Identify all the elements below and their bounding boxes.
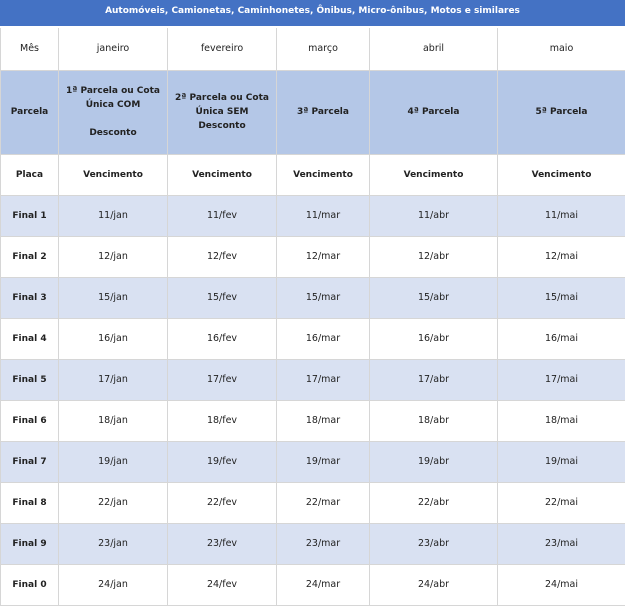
table-title: Automóveis, Camionetas, Caminhonetes, Ônibus, Micro-ônibus, Motos e similares [0, 0, 625, 28]
installment-label: Parcela [1, 70, 59, 154]
due-date-cell: 15/abr [370, 277, 498, 318]
installment-2: 2ª Parcela ou Cota Única SEM Desconto [168, 70, 277, 154]
due-date-cell: 16/jan [59, 318, 168, 359]
due-date-cell: 19/mai [498, 441, 625, 482]
due-date-cell: 11/jan [59, 195, 168, 236]
month-may: maio [498, 28, 625, 70]
plate-final: Final 3 [1, 277, 59, 318]
due-date-cell: 15/jan [59, 277, 168, 318]
due-date-cell: 11/mai [498, 195, 625, 236]
month-march: março [277, 28, 370, 70]
due-date-cell: 23/fev [168, 523, 277, 564]
due-date-cell: 19/abr [370, 441, 498, 482]
plate-final: Final 4 [1, 318, 59, 359]
due-date-cell: 11/mar [277, 195, 370, 236]
plate-label: Placa [1, 154, 59, 195]
due-date-cell: 19/mar [277, 441, 370, 482]
due-date-cell: 17/jan [59, 359, 168, 400]
due-label: Vencimento [59, 154, 168, 195]
due-date-cell: 17/mai [498, 359, 625, 400]
plate-final: Final 6 [1, 400, 59, 441]
due-date-cell: 17/mar [277, 359, 370, 400]
due-date-cell: 24/jan [59, 564, 168, 605]
plate-final: Final 1 [1, 195, 59, 236]
due-date-cell: 11/fev [168, 195, 277, 236]
due-date-cell: 22/mar [277, 482, 370, 523]
due-date-cell: 18/fev [168, 400, 277, 441]
due-date-cell: 24/mar [277, 564, 370, 605]
due-date-cell: 11/abr [370, 195, 498, 236]
due-date-cell: 15/mai [498, 277, 625, 318]
due-date-cell: 22/mai [498, 482, 625, 523]
plate-final: Final 9 [1, 523, 59, 564]
table-row [1, 236, 625, 277]
due-date-cell: 19/jan [59, 441, 168, 482]
installment-3: 3ª Parcela [277, 70, 370, 154]
table-row [1, 564, 625, 605]
due-date-cell: 12/jan [59, 236, 168, 277]
due-date-cell: 16/mai [498, 318, 625, 359]
plate-final: Final 0 [1, 564, 59, 605]
table-row [1, 277, 625, 318]
due-date-cell: 16/mar [277, 318, 370, 359]
due-date-cell: 19/fev [168, 441, 277, 482]
table-row [1, 318, 625, 359]
table-row [1, 400, 625, 441]
due-date-cell: 18/jan [59, 400, 168, 441]
table-row [1, 359, 625, 400]
due-date-cell: 22/abr [370, 482, 498, 523]
installment-5: 5ª Parcela [498, 70, 625, 154]
table-row [1, 482, 625, 523]
due-date-cell: 17/abr [370, 359, 498, 400]
table-row [1, 195, 625, 236]
due-date-cell: 23/abr [370, 523, 498, 564]
due-date-cell: 12/mai [498, 236, 625, 277]
due-label: Vencimento [498, 154, 625, 195]
due-date-cell: 16/fev [168, 318, 277, 359]
due-date-cell: 18/abr [370, 400, 498, 441]
due-date-cell: 23/mar [277, 523, 370, 564]
plate-final: Final 2 [1, 236, 59, 277]
due-date-cell: 22/jan [59, 482, 168, 523]
plate-final: Final 5 [1, 359, 59, 400]
month-january: janeiro [59, 28, 168, 70]
due-date-cell: 24/fev [168, 564, 277, 605]
due-date-cell: 24/mai [498, 564, 625, 605]
due-date-cell: 17/fev [168, 359, 277, 400]
due-date-cell: 12/abr [370, 236, 498, 277]
plate-rows [1, 195, 625, 605]
due-date-cell: 18/mai [498, 400, 625, 441]
due-date-table [0, 28, 625, 606]
month-label: Mês [1, 28, 59, 70]
due-label: Vencimento [370, 154, 498, 195]
due-label: Vencimento [168, 154, 277, 195]
due-date-cell: 15/mar [277, 277, 370, 318]
plate-header-row [1, 154, 625, 195]
installment-4: 4ª Parcela [370, 70, 498, 154]
due-date-cell: 16/abr [370, 318, 498, 359]
due-date-cell: 15/fev [168, 277, 277, 318]
installment-row [1, 70, 625, 154]
due-date-cell: 22/fev [168, 482, 277, 523]
due-date-cell: 23/mai [498, 523, 625, 564]
month-header-row [1, 28, 625, 70]
month-april: abril [370, 28, 498, 70]
plate-final: Final 8 [1, 482, 59, 523]
due-date-cell: 18/mar [277, 400, 370, 441]
due-date-cell: 12/fev [168, 236, 277, 277]
due-date-cell: 23/jan [59, 523, 168, 564]
table-row [1, 441, 625, 482]
due-date-cell: 12/mar [277, 236, 370, 277]
installment-1: 1ª Parcela ou Cota Única COM Desconto [59, 70, 168, 154]
plate-final: Final 7 [1, 441, 59, 482]
due-label: Vencimento [277, 154, 370, 195]
month-february: fevereiro [168, 28, 277, 70]
table-row [1, 523, 625, 564]
due-date-cell: 24/abr [370, 564, 498, 605]
